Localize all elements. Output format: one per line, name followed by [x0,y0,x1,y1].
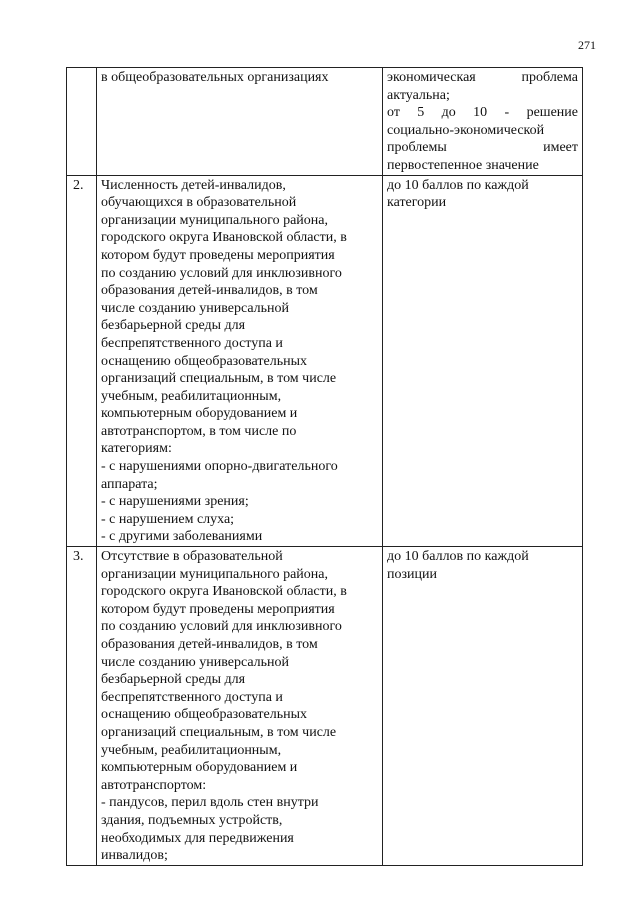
criterion-description-line: - с нарушениями опорно-двигательного [101,459,338,475]
table-row [67,175,583,546]
criterion-description-line: необходимых для передвижения [101,830,294,846]
row-number-cell [67,175,97,546]
row-number: 2. [73,177,84,193]
criterion-description-line: - с другими заболеваниями [101,529,263,545]
criterion-description-line: учебным, реабилитационным, [101,388,282,404]
criterion-description-line: - пандусов, перил вдоль стен внутри [101,795,319,811]
criterion-description-cell [97,68,383,176]
criterion-description-line: обучающихся в образовательной [101,195,297,211]
row-number-cell [67,68,97,176]
criterion-description-line: по созданию условий для инклюзивного [101,619,342,635]
score-line: позиции [387,566,437,582]
criterion-description-line: автотранспортом, в том числе по [101,423,297,439]
criterion-description-line: учебным, реабилитационным, [101,742,282,758]
criterion-description-line: образования детей-инвалидов, в том [101,637,318,652]
score-line: до 10 баллов по каждой [387,549,529,565]
criterion-description-line: Численность детей-инвалидов, [101,177,286,193]
row-number-cell [67,547,97,866]
score-line: социально-экономической [387,122,545,138]
score-line: от 5 до 10 - решение [387,105,578,121]
criterion-description-line: компьютерным оборудованием и [101,760,298,776]
criterion-description-line: организаций специальным, в том числе [101,371,337,387]
criterion-description-line: Отсутствие в образовательной [101,549,283,565]
criteria-table [66,67,583,866]
criterion-description-line: аппарата; [101,476,158,492]
criterion-description-line: инвалидов; [101,848,168,864]
criterion-description-line: здания, подъемных устройств, [101,812,283,828]
criterion-description-cell [97,547,383,866]
score-line: проблемы имеет [387,140,578,156]
criterion-description-line: оснащению общеобразовательных [101,707,307,723]
table-row [67,68,583,176]
criterion-description-line: организации муниципального района, [101,566,328,582]
criterion-description-line: организаций специальным, в том числе [101,724,337,740]
criterion-description-line: безбарьерной среды для [101,318,246,334]
criterion-description-line: безбарьерной среды для [101,672,246,688]
criterion-description-line: городского округа Ивановской области, в [101,230,347,246]
criterion-description-line: в общеобразовательных организациях [101,70,329,85]
criterion-description-line: - с нарушением слуха; [101,511,235,527]
criterion-description-line: числе созданию универсальной [101,300,290,316]
criterion-description-line: образования детей-инвалидов, в том [101,283,318,299]
criterion-description-line: компьютерным оборудованием и [101,406,298,422]
criterion-description-cell [97,175,383,546]
score-line: до 10 баллов по каждой [387,177,529,193]
criterion-description-line: городского округа Ивановской области, в [101,584,347,600]
score-cell [383,547,583,866]
score-line: первостепенное значение [387,157,539,173]
score-line: категории [387,195,447,211]
table-row [67,547,583,866]
criterion-description-line: по созданию условий для инклюзивного [101,265,342,281]
criterion-description-line: автотранспортом: [101,777,207,793]
criterion-description-line: организации муниципального района, [101,212,328,228]
criteria-table-body [67,68,583,866]
criterion-description-line: беспрепятственного доступа и [101,335,283,351]
score-line: актуальна; [387,87,450,103]
score-cell [383,68,583,176]
criterion-description-line: беспрепятственного доступа и [101,689,283,705]
criterion-description-line: - с нарушениями зрения; [101,494,249,510]
criterion-description-line: оснащению общеобразовательных [101,353,307,369]
page-number: 271 [578,38,596,52]
score-line: экономическая проблема [387,70,578,85]
criterion-description-line: котором будут проведены мероприятия [101,601,335,617]
row-number: 3. [73,549,84,565]
criterion-description-line: числе созданию универсальной [101,654,290,670]
score-cell [383,175,583,546]
criterion-description-line: котором будут проведены мероприятия [101,247,335,263]
criterion-description-line: категориям: [101,441,172,457]
